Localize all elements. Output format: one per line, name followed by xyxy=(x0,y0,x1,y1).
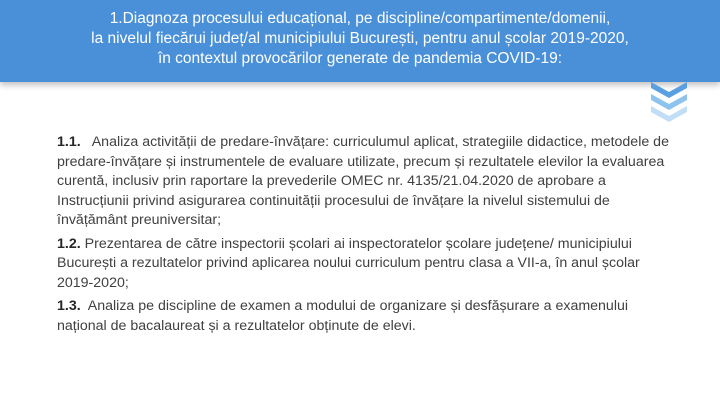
item-number: 1.1. xyxy=(57,134,81,150)
item-text: Analiza pe discipline de examen a modului de organizare și desfășurare a examenului național de bacalaureat și a rezultatelor obținute de elevi. xyxy=(57,298,629,334)
list-item xyxy=(57,297,669,336)
list-item xyxy=(57,235,669,294)
item-number: 1.2. xyxy=(57,235,81,252)
item-text: Prezentarea de către inspectorii școlari ai inspectoratelor școlare județene/ municipiului București a rezultatelor privind aplicarea noului curriculum pentru clasa a VII-a, în anul școlar 2019-2020; xyxy=(57,235,640,291)
slide-body xyxy=(57,133,669,340)
item-number: 1.3. xyxy=(57,298,81,314)
slide-title-line-3: în contextul provocărilor generate de pandemia COVID-19: xyxy=(157,50,563,67)
slide-header xyxy=(0,0,720,82)
slide-title xyxy=(40,9,680,69)
slide-title-line-2: la nivelul fiecărui județ/al municipiului București, pentru anul școlar 2019-2020, xyxy=(91,30,629,47)
stacked-chevrons-decoration xyxy=(651,76,687,122)
item-text: Analiza activității de predare-învățare: curriculumul aplicat, strategiile didactice, metodele de predare-învățare și instrumentele de evaluare utilizate, precum și rezultatele elevilor la evaluarea curentă, inclusiv prin raportare la prevederile OMEC nr. 4135/21.04.2020 de aprobare a Instrucțiunii privind asigurarea continuității procesului de învățare la nivelul sistemului de învățământ preuniversitar; xyxy=(57,134,669,228)
slide-title-line-1: 1.Diagnoza procesului educațional, pe discipline/compartimente/domenii, xyxy=(109,10,611,27)
list-item xyxy=(57,133,669,231)
